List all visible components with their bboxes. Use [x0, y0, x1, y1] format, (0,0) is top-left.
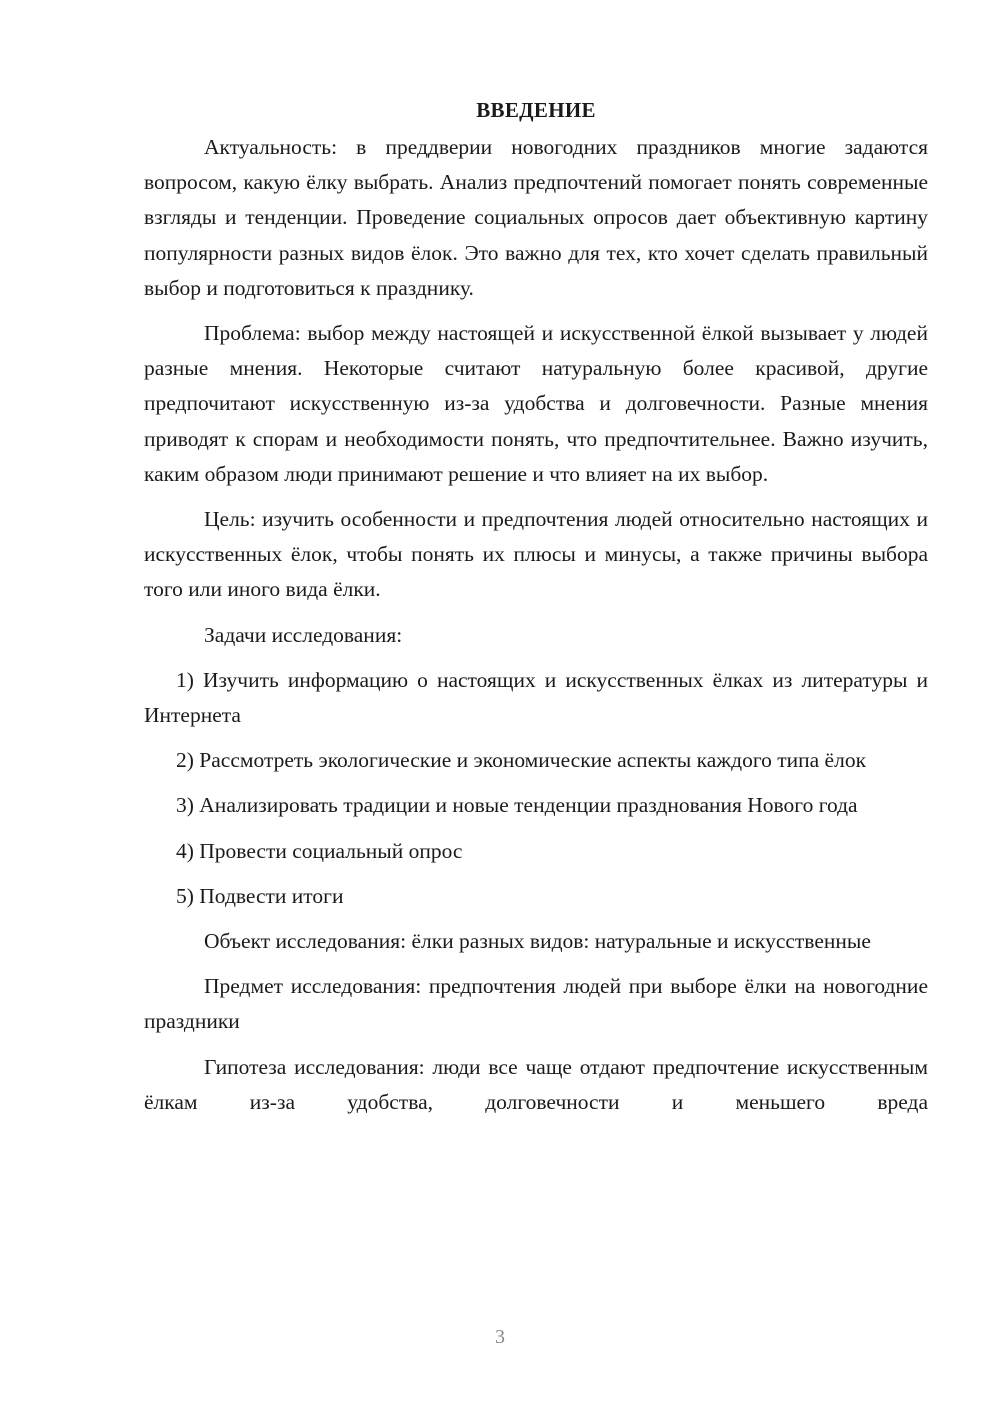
paragraph-problem: Проблема: выбор между настоящей и искусственной ёлкой вызывает у людей разные мнения. Некоторые считают натуральную более красивой, другие предпочитают искусственную из-за удобства и долговечности. Разные мнения приводят к спорам и необходимости понять, что предпочтительнее. Важно изучить, каким образом люди принимают решение и что влияет на их выбор. — [144, 321, 928, 486]
task-item-3: 3) Анализировать традиции и новые тенденции празднования Нового года — [176, 793, 858, 818]
task-item-4: 4) Провести социальный опрос — [176, 838, 463, 863]
paragraph-goal: Цель: изучить особенности и предпочтения людей относительно настоящих и искусственных ёлок, чтобы понять их плюсы и минусы, а также причины выбора того или иного вида ёлки. — [144, 507, 928, 602]
paragraph-research-object: Объект исследования: ёлки разных видов: натуральные и искусственные — [204, 929, 871, 954]
page-number: 3 — [495, 1326, 505, 1348]
task-item-5: 5) Подвести итоги — [176, 883, 344, 908]
task-item-2: 2) Рассмотреть экологические и экономические аспекты каждого типа ёлок — [176, 748, 867, 773]
paragraph-relevance: Актуальность: в преддверии новогодних праздников многие задаются вопросом, какую ёлку выбрать. Анализ предпочтений помогает понять современные взгляды и тенденции. Проведение социальных опросов дает объективную картину популярности разных видов ёлок. Это важно для тех, кто хочет сделать правильный выбор и подготовиться к празднику. — [144, 135, 928, 300]
paragraph-research-subject: Предмет исследования: предпочтения людей при выборе ёлки на новогодние праздники — [144, 974, 928, 1034]
tasks-title: Задачи исследования: — [204, 622, 403, 647]
document-page — [144, 92, 928, 1130]
section-heading: ВВЕДЕНИЕ — [476, 98, 596, 122]
paragraph-research-hypothesis: Гипотеза исследования: люди все чаще отдают предпочтение искусственным ёлкам из-за удобства, долговечности и меньшего вреда — [144, 1054, 928, 1114]
task-item-1: 1) Изучить информацию о настоящих и искусственных ёлках из литературы и Интернета — [144, 667, 928, 728]
